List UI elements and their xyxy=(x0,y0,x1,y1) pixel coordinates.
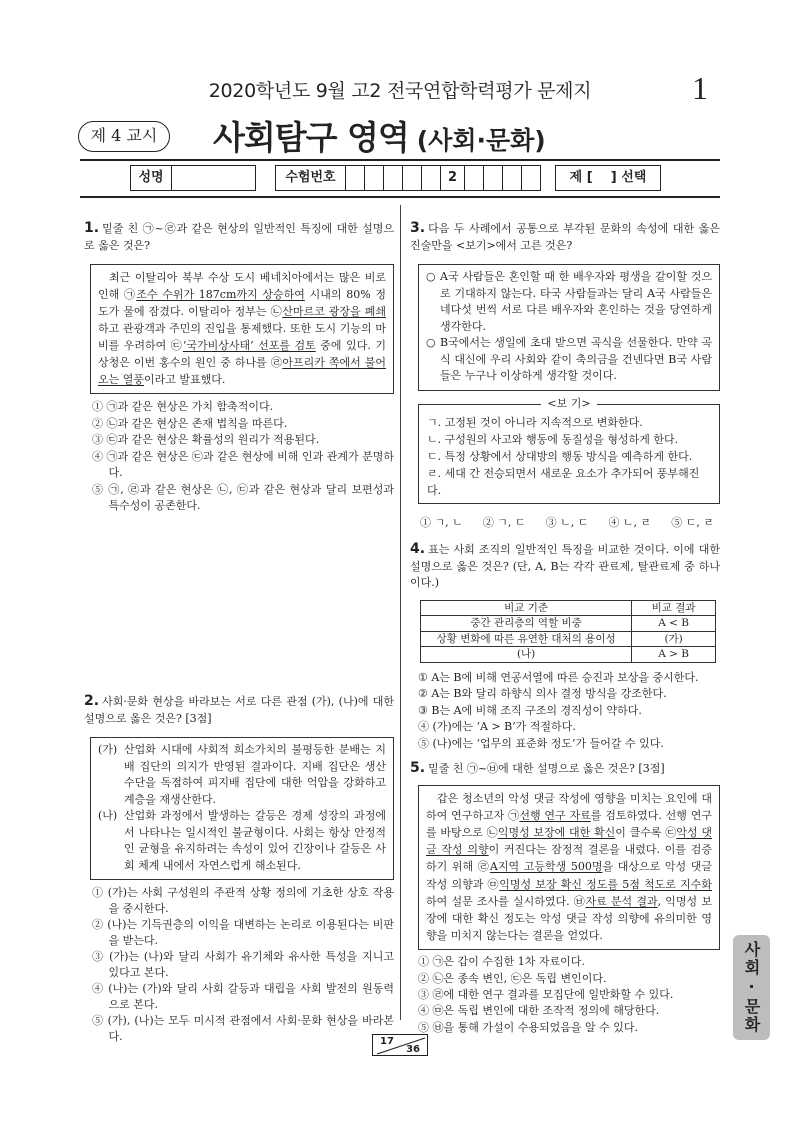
question-stem-text: 밑줄 친 ㉠~㉣과 같은 현상의 일반적인 특징에 대한 설명으로 옳은 것은? xyxy=(84,222,394,252)
underlined-phrase: 익명성 보장 확신 정도를 5점 척도로 지수화 xyxy=(499,877,713,891)
option-list xyxy=(92,399,394,515)
option-2: ② A는 B와 달리 하향식 의사 결정 방식을 강조한다. xyxy=(418,687,667,700)
passage-item-label: (가) xyxy=(98,743,118,756)
option-5: ⑤ ㉥을 통해 가설이 수용되었음을 알 수 있다. xyxy=(418,1020,638,1034)
question-stem-text: 표는 사회 조직의 일반적인 특징을 비교한 것이다. 이에 대한 설명으로 옳은 것은? (단, A, B는 각각 관료제, 탈관료제 중 하나이다.) xyxy=(410,543,720,589)
question-stem-text: 다음 두 사례에서 공통으로 부각된 문화의 속성에 대한 옳은 진술만을 <보기>에서 고른 것은? xyxy=(410,222,720,252)
table-cell: (가) xyxy=(632,631,716,647)
option-5: ⑤ ㄷ, ㄹ xyxy=(671,515,714,529)
period-badge: 제 4 교시 xyxy=(78,121,170,152)
exam-number-label: 수험번호 xyxy=(275,165,346,191)
passage-text: 을 대상으로 악성 댓글 작성 의향과 ㉤ xyxy=(426,860,712,891)
bullet-icon: ○ xyxy=(426,336,436,349)
option-list xyxy=(92,885,394,1045)
page-indicator xyxy=(372,1034,428,1056)
column-divider xyxy=(400,205,401,1020)
question-stem xyxy=(410,541,720,592)
bullet-icon: ○ xyxy=(426,270,436,283)
passage-text: 이라고 발표했다. xyxy=(144,373,226,386)
subject-subtitle: (사회·문화) xyxy=(416,126,546,155)
table-cell: 중간 관리층의 역할 비중 xyxy=(421,616,632,632)
option-2: ② ㉡과 같은 현상은 존재 법칙을 따른다. xyxy=(92,416,288,430)
question-3 xyxy=(410,220,720,531)
option-list xyxy=(418,954,720,1035)
exam-number-cell xyxy=(383,165,403,191)
exam-title: 2020학년도 9월 고2 전국연합학력평가 문제지 xyxy=(208,80,592,102)
option-list xyxy=(418,670,720,753)
comparison-table xyxy=(420,600,716,663)
question-5 xyxy=(410,760,720,1036)
question-number: 3. xyxy=(410,220,426,236)
option-4: ④ ㉠과 같은 현상은 ㉢과 같은 현상에 비해 인과 관계가 분명하다. xyxy=(92,449,394,479)
question-stem-text: 사회·문화 현상을 바라보는 서로 다른 관점 (가), (나)에 대한 설명으로 옳은 것은? [3점] xyxy=(84,695,394,725)
underlined-phrase: A지역 고등학생 500명 xyxy=(489,860,603,874)
bogi-item: ㄷ. 특정 상황에서 상대방의 행동 방식을 예측하게 한다. xyxy=(427,449,693,463)
option-4: ④ ㉤은 독립 변인에 대한 조작적 정의에 해당한다. xyxy=(418,1004,660,1018)
table-cell: 상황 변화에 따른 유연한 대처의 용이성 xyxy=(421,631,632,647)
option-2: ② ㉡은 종속 변인, ㉢은 독립 변인이다. xyxy=(418,971,607,985)
question-1 xyxy=(84,220,394,515)
option-4: ④ (가)에는 ‘A > B’가 적절하다. xyxy=(418,720,576,733)
question-stem xyxy=(410,760,720,778)
passage-item xyxy=(98,808,386,874)
exam-number-cell xyxy=(402,165,422,191)
exam-number-cell xyxy=(464,165,484,191)
passage-text: , 익명성 보장에 대한 확신 정도는 악성 댓글 작성 의향에 유의미한 영향을 미치지 않는다는 결론을 얻었다. xyxy=(426,894,712,943)
question-number: 1. xyxy=(84,220,100,236)
page-current: 17 xyxy=(380,1036,394,1047)
exam-number-cell xyxy=(521,165,541,191)
option-4: ④ ㄴ, ㄹ xyxy=(608,515,652,529)
passage-text: 갑은 청소년의 악성 댓글 작성에 영향을 미치는 요인에 대하여 연구하고자 ㉠ xyxy=(426,791,712,822)
exam-number-cell xyxy=(483,165,503,191)
underlined-phrase: ‘국가비상사태’ 선포를 검토 xyxy=(182,339,316,352)
passage-item xyxy=(98,742,386,808)
name-label: 성명 xyxy=(130,165,172,191)
bogi-item: ㄱ. 고정된 것이 아니라 지속적으로 변화한다. xyxy=(427,415,643,429)
passage-text: 하고 관광객과 주민의 진입을 통제했다. 또한 도시 기능의 마비를 우려하여 ㉢ xyxy=(98,322,386,352)
page-total: 36 xyxy=(406,1044,420,1055)
header-rule-top xyxy=(80,159,720,161)
answer-choices xyxy=(420,515,714,532)
table-row xyxy=(421,647,716,663)
underlined-phrase: 선행 연구 자료 xyxy=(519,808,591,822)
option-2: ② (나)는 기득권층의 이익을 대변하는 논리로 이용된다는 비판을 받는다. xyxy=(92,918,394,947)
subject-title: 사회탐구 영역 xyxy=(213,118,409,157)
subject-heading xyxy=(213,112,546,159)
option-3: ③ ㄴ, ㄷ xyxy=(545,515,589,529)
passage-box xyxy=(418,785,720,951)
underlined-phrase: 조수 수위가 187cm까지 상승하여 xyxy=(136,288,305,301)
passage-item-label: (나) xyxy=(98,809,118,822)
passage-item-text: 산업화 과정에서 발생하는 갈등은 경제 성장의 과정에서 나타나는 일시적인 불균형이다. 사회는 항상 안정적인 균형을 유지하려는 속성이 있어 긴장이나 갈등은 사회 체계 내에서 자연스럽게 해소된다. xyxy=(124,809,386,872)
choice-label: 제 [ ] 선택 xyxy=(555,165,661,191)
passage-box xyxy=(90,264,394,394)
bogi-title-text: <보 기> xyxy=(541,397,596,410)
table-row xyxy=(421,631,716,647)
case-text: B국에서는 생일에 초대 받으면 곡식을 선물한다. 만약 곡식 대신에 우리 사회와 같이 축의금을 건넨다면 B국 사람들은 누구나 이상하게 생각할 것이다. xyxy=(440,336,712,382)
option-1: ① ㉠은 갑이 수집한 1차 자료이다. xyxy=(418,955,585,969)
case-item xyxy=(426,269,712,335)
passage-text: 를 검토하였다. 선행 연구를 바탕으로 ㉡ xyxy=(426,808,712,839)
underlined-phrase: 산마르코 광장을 폐쇄 xyxy=(282,305,386,318)
header-rule-bottom xyxy=(80,196,720,198)
table-cell: A < B xyxy=(632,616,716,632)
option-2: ② ㄱ, ㄷ xyxy=(482,515,526,529)
exam-number-cell xyxy=(364,165,384,191)
option-4: ④ (나)는 (가)와 달리 사회 갈등과 대립을 사회 발전의 원동력으로 본다. xyxy=(92,982,394,1011)
bogi-title xyxy=(419,396,719,412)
exam-number-cell xyxy=(502,165,522,191)
subject-side-tab xyxy=(733,935,770,1040)
passage-text: 하여 설문 조사를 실시하였다. ㉥ xyxy=(426,894,586,908)
underlined-phrase: 악성 댓글 작성 의향 xyxy=(426,825,713,857)
question-stem xyxy=(410,220,720,254)
side-tab-label: 사회·문화 xyxy=(742,941,761,1034)
question-number: 4. xyxy=(410,541,426,557)
table-header: 비교 결과 xyxy=(632,600,716,616)
question-stem-text: 밑줄 친 ㉠~㉥에 대한 설명으로 옳은 것은? [3점] xyxy=(428,762,665,775)
passage-text: 중에 있다. 기상청은 이번 홍수의 원인 중 하나를 ㉣ xyxy=(98,339,386,369)
table-header-row xyxy=(421,600,716,616)
table-cell: A > B xyxy=(632,647,716,663)
bogi-item: ㄴ. 구성원의 사고와 행동에 동질성을 형성하게 한다. xyxy=(427,432,679,446)
passage-text: 시내의 80% 정도가 물에 잠겼다. 이탈리아 정부는 ㉡ xyxy=(98,288,387,318)
underlined-phrase: 아프리카 쪽에서 불어오는 열풍 xyxy=(98,356,386,386)
case-text: A국 사람들은 혼인할 때 한 배우자와 평생을 같이할 것으로 기대하지 않는다. 타국 사람들과는 달리 A국 사람들은 네다섯 번씩 서로 다른 배우자와 혼인하는 것을 당연하게 생각한다. xyxy=(440,270,712,333)
option-3: ③ ㉢과 같은 현상은 확률성의 원리가 적용된다. xyxy=(92,433,320,446)
underlined-phrase: 익명성 보장에 대한 확신 xyxy=(497,825,616,839)
bogi-box xyxy=(418,396,720,504)
passage-item-text: 산업화 시대에 사회적 희소가치의 불평등한 분배는 지배 집단의 의지가 반영된 결과이다. 지배 집단은 생산 수단을 독점하여 피지배 집단에 대한 억압을 강화하고 계층을 재생산한다. xyxy=(124,743,386,806)
underlined-phrase: 자료 분석 결과 xyxy=(585,894,658,908)
option-1: ① ㄱ, ㄴ xyxy=(420,515,463,529)
option-3: ③ ㉣에 대한 연구 결과를 모집단에 일반화할 수 있다. xyxy=(418,987,674,1001)
passage-text: 최근 이탈리아 북부 수상 도시 베네치아에서는 많은 비로 인해 ㉠ xyxy=(98,271,386,301)
option-3: ③ B는 A에 비해 조직 구조의 경직성이 약하다. xyxy=(418,703,642,717)
passage-text: 이 커진다는 잠정적 결론을 내렸다. 이를 검증하기 위해 ㉣ xyxy=(426,843,712,874)
question-4 xyxy=(410,541,720,752)
option-5: ⑤ (나)에는 ‘업무의 표준화 정도’가 들어갈 수 있다. xyxy=(418,736,664,750)
question-stem xyxy=(84,220,394,254)
exam-number-cell xyxy=(345,165,365,191)
name-field xyxy=(171,165,256,191)
option-5: ⑤ (가), (나)는 모두 미시적 관점에서 사회·문화 현상을 바라본다. xyxy=(92,1014,394,1043)
question-2 xyxy=(84,693,394,1045)
table-header: 비교 기준 xyxy=(421,600,632,616)
question-number: 2. xyxy=(84,693,100,709)
case-item xyxy=(426,335,712,385)
table-row xyxy=(421,616,716,632)
passage-box xyxy=(418,264,720,391)
option-1: ① ㉠과 같은 현상은 가치 함축적이다. xyxy=(92,400,274,413)
passage-box xyxy=(90,737,394,880)
question-stem xyxy=(84,693,394,727)
option-1: ① (가)는 사회 구성원의 주관적 상황 정의에 기초한 상호 작용을 중시한다. xyxy=(92,886,394,915)
option-3: ③ (가)는 (나)와 달리 사회가 유기체와 유사한 특성을 지니고 있다고 본다. xyxy=(92,950,394,979)
exam-number-digit: 2 xyxy=(440,165,465,191)
passage-text: 이 클수록 ㉢ xyxy=(615,825,677,839)
table-cell: (나) xyxy=(421,647,632,663)
option-5: ⑤ ㉠, ㉣과 같은 현상은 ㉡, ㉢과 같은 현상과 달리 보편성과 특수성이 공존한다. xyxy=(92,482,394,512)
question-number: 5. xyxy=(410,760,426,776)
exam-number-cell xyxy=(421,165,441,191)
page-number: 1 xyxy=(692,70,708,106)
option-1: ① A는 B에 비해 연공서열에 따른 승진과 보상을 중시한다. xyxy=(418,670,699,684)
bogi-item: ㄹ. 세대 간 전승되면서 새로운 요소가 추가되어 풍부해진다. xyxy=(427,466,700,497)
